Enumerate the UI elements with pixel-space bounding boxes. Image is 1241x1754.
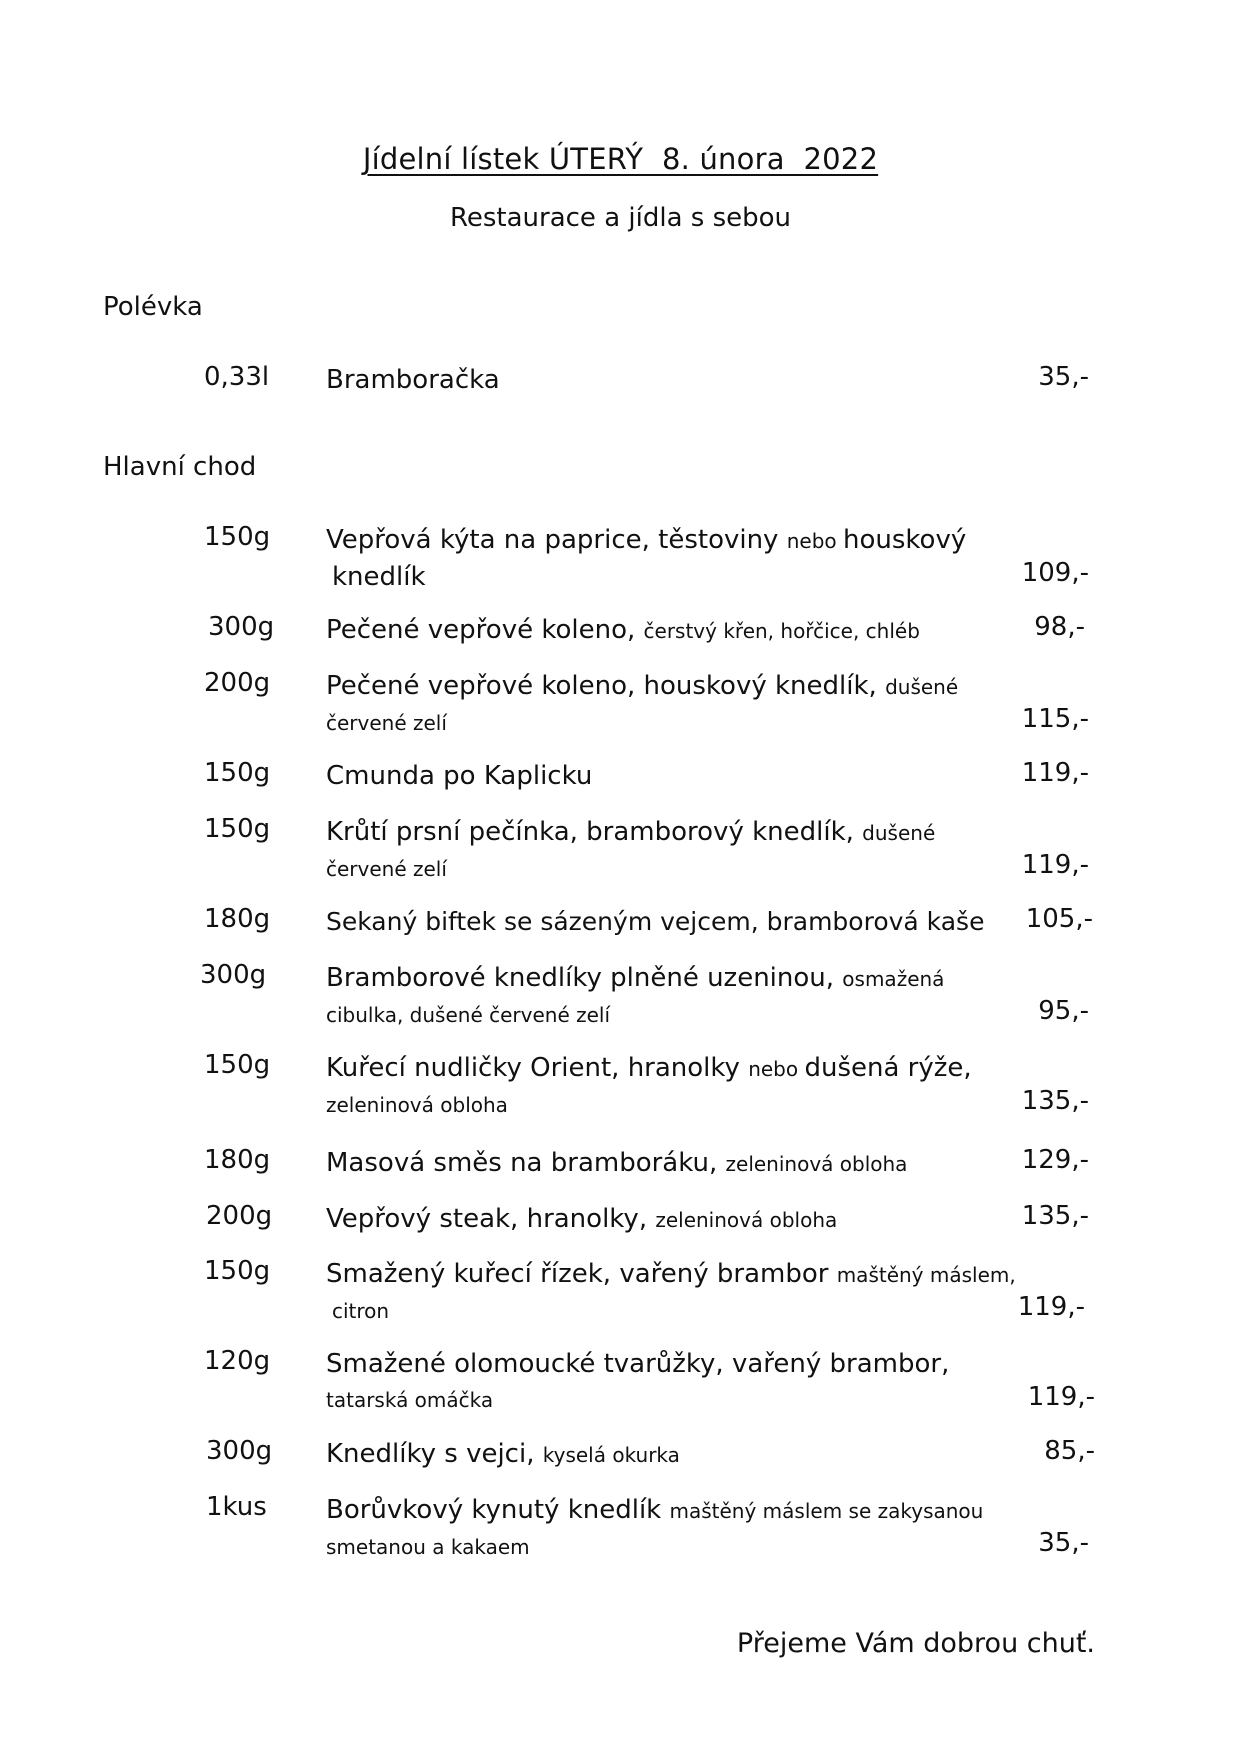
item-side: maštěný máslem se zakysanou	[669, 1499, 984, 1523]
item-quantity: 150g	[204, 1050, 271, 1080]
section-heading-main: Hlavní chod	[103, 452, 257, 482]
item-quantity: 150g	[204, 758, 271, 788]
item-description	[326, 1492, 1026, 1565]
item-side-second-line: červené zelí	[326, 711, 447, 735]
item-description	[326, 904, 1026, 940]
item-side-second-line: citron	[332, 1299, 390, 1323]
item-side: dušené	[885, 675, 959, 699]
item-description	[326, 1346, 1026, 1418]
section-heading-soup: Polévka	[103, 292, 203, 322]
item-description	[326, 362, 1026, 398]
item-quantity: 150g	[204, 1256, 271, 1286]
item-price: 109,-	[1021, 558, 1089, 588]
item-quantity: 150g	[204, 522, 271, 552]
item-quantity: 200g	[204, 668, 271, 698]
item-side-second-line: smetanou a kakaem	[326, 1535, 530, 1559]
item-name-second-line: knedlík	[332, 562, 426, 592]
item-description	[326, 1050, 1026, 1123]
item-side: maštěný máslem,	[836, 1263, 1016, 1287]
item-side-second-line: zeleninová obloha	[326, 1093, 508, 1117]
item-name: Sekaný biftek se sázeným vejcem, bramborová kaše	[326, 907, 985, 936]
item-name: Bramboračka	[326, 365, 500, 395]
item-quantity: 0,33l	[204, 362, 270, 392]
item-name: Borůvkový kynutý knedlík	[326, 1495, 670, 1525]
item-conjunction: nebo	[786, 529, 843, 553]
item-name: Smažený kuřecí řízek, vařený brambor	[326, 1259, 837, 1289]
item-side-second-line: červené zelí	[326, 857, 447, 881]
item-side: čerstvý křen, hořčice, chléb	[643, 619, 920, 643]
item-quantity: 150g	[204, 814, 271, 844]
item-quantity: 120g	[204, 1346, 271, 1376]
item-price: 119,-	[1027, 1382, 1095, 1412]
item-name: Vepřový steak, hranolky,	[326, 1204, 656, 1234]
item-name: Kuřecí nudličky Orient, hranolky	[326, 1053, 749, 1083]
item-price: 85,-	[1044, 1436, 1095, 1466]
item-quantity: 300g	[200, 960, 267, 990]
item-side: kyselá okurka	[542, 1443, 680, 1467]
item-side: zeleninová obloha	[655, 1208, 838, 1232]
item-price: 35,-	[1038, 1528, 1089, 1558]
item-description	[326, 960, 1026, 1033]
item-side-second-line: tatarská omáčka	[326, 1388, 494, 1412]
item-price: 119,-	[1021, 850, 1089, 880]
item-price: 35,-	[1038, 362, 1089, 392]
menu-subtitle: Restaurace a jídla s sebou	[449, 203, 792, 233]
item-description	[326, 758, 1026, 794]
item-description	[326, 612, 1026, 649]
item-price: 95,-	[1038, 996, 1089, 1026]
item-price: 119,-	[1021, 758, 1089, 788]
item-quantity: 180g	[204, 1145, 271, 1175]
item-conjunction: nebo	[748, 1057, 805, 1081]
item-quantity: 300g	[206, 1436, 273, 1466]
item-quantity: 300g	[208, 612, 275, 642]
item-price: 135,-	[1021, 1086, 1089, 1116]
item-description	[326, 1201, 1026, 1238]
item-name: Bramborové knedlíky plněné uzeninou,	[326, 963, 843, 993]
item-description	[326, 1436, 1026, 1473]
item-name-continued: houskový	[843, 525, 967, 555]
item-name: Pečené vepřové koleno, houskový knedlík,	[326, 671, 886, 701]
item-side: zeleninová obloha	[725, 1152, 908, 1176]
item-quantity: 180g	[204, 904, 271, 934]
item-side: osmažená	[842, 967, 945, 991]
item-side: dušené	[862, 821, 936, 845]
menu-title: Jídelní lístek ÚTERÝ 8. února 2022	[362, 142, 879, 176]
item-price: 129,-	[1021, 1145, 1089, 1175]
item-description	[326, 522, 1026, 595]
item-description	[326, 1145, 1026, 1182]
closing-message: Přejeme Vám dobrou chuť.	[736, 1628, 1095, 1659]
item-name: Krůtí prsní pečínka, bramborový knedlík,	[326, 817, 863, 847]
item-name: Cmunda po Kaplicku	[326, 761, 593, 791]
item-name: Vepřová kýta na paprice, těstoviny	[326, 525, 787, 555]
item-price: 119,-	[1017, 1292, 1085, 1322]
item-price: 98,-	[1034, 612, 1085, 642]
item-name: Knedlíky s vejci,	[326, 1439, 543, 1469]
item-quantity: 200g	[206, 1201, 273, 1231]
item-price: 115,-	[1021, 704, 1089, 734]
item-quantity: 1kus	[206, 1492, 267, 1522]
item-description	[326, 668, 1026, 741]
item-description	[326, 1256, 1026, 1329]
item-name-continued: dušená rýže,	[804, 1053, 972, 1083]
item-price: 105,-	[1025, 904, 1093, 934]
item-name: Pečené vepřové koleno,	[326, 615, 644, 645]
item-name: Smažené olomoucké tvarůžky, vařený brambor,	[326, 1349, 950, 1379]
item-name: Masová směs na bramboráku,	[326, 1148, 726, 1178]
item-description	[326, 814, 1026, 887]
item-price: 135,-	[1021, 1201, 1089, 1231]
item-side-second-line: cibulka, dušené červené zelí	[326, 1003, 611, 1027]
